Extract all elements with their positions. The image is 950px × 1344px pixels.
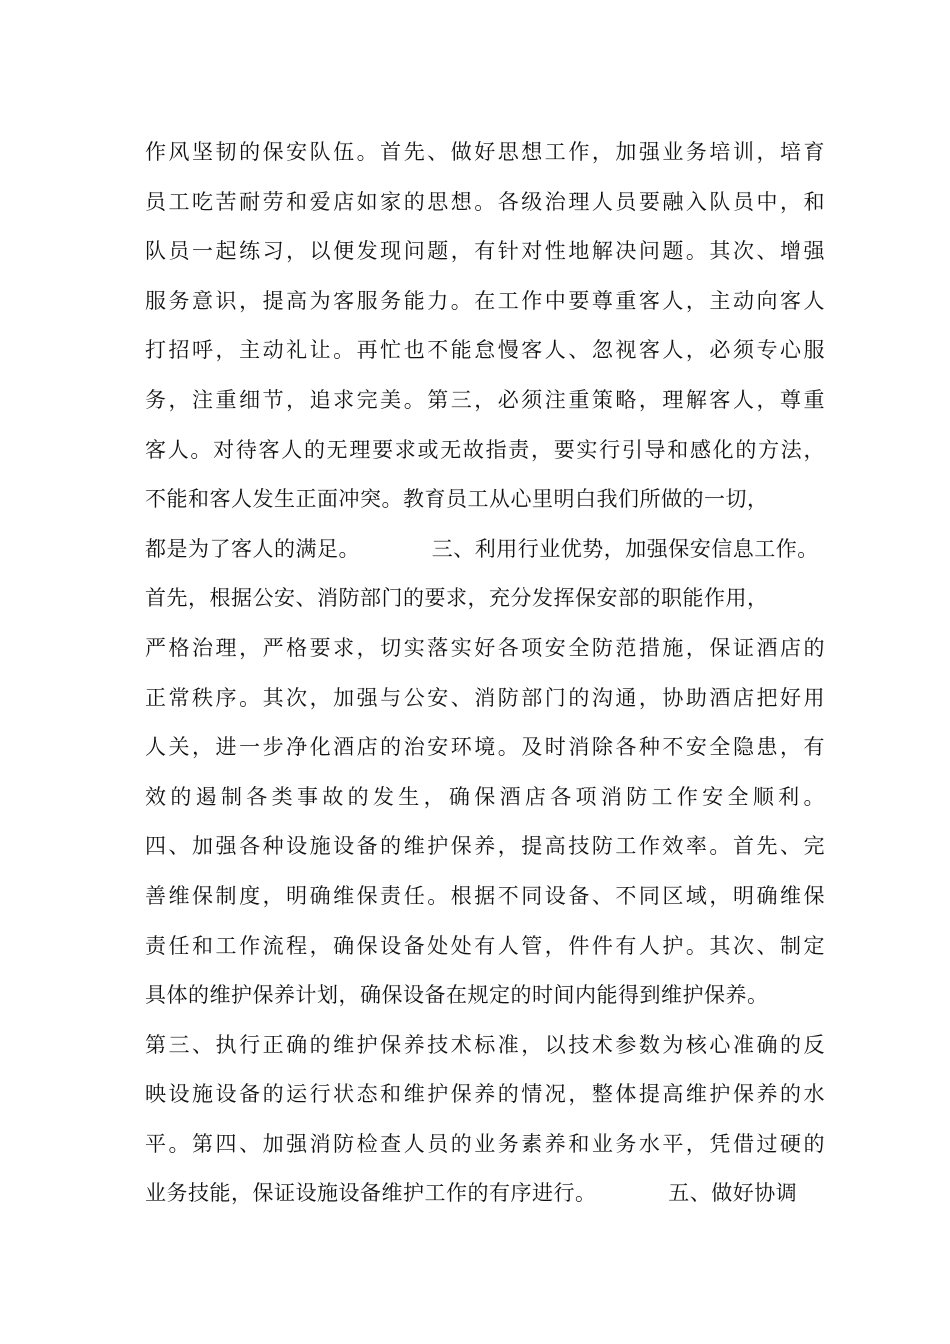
text-line-8: 不能和客人发生正面冲突。教育员工从心里明白我们所做的一切， [145,487,769,512]
text-line-16: 善维保制度，明确维保责任。根据不同设备、不同区域，明确维保 [145,883,825,908]
text-line-13: 人关，进一步净化酒店的治安环境。及时消除各种不安全隐患，有 [145,735,825,760]
text-line-20: 映设施设备的运行状态和维护保养的情况，整体提高维护保养的水 [145,1082,825,1107]
text-line-3: 队员一起练习，以便发现问题，有针对性地解决问题。其次、增强 [145,239,825,264]
text-line-2: 员工吃苦耐劳和爱店如家的思想。各级治理人员要融入队员中，和 [145,189,825,214]
body-text [145,128,825,1219]
text-line-7: 客人。对待客人的无理要求或无故指责，要实行引导和感化的方法， [145,437,825,462]
text-line-5: 打招呼，主动礼让。再忙也不能怠慢客人、忽视客人，必须专心服 [145,338,825,363]
text-line-10: 首先，根据公安、消防部门的要求，充分发挥保安部的职能作用， [145,586,769,611]
text-line-14: 效的遏制各类事故的发生，确保酒店各项消防工作安全顺利。 [145,784,825,809]
text-line-11: 严格治理，严格要求，切实落实好各项安全防范措施，保证酒店的 [145,635,825,660]
text-line-15: 四、加强各种设施设备的维护保养，提高技防工作效率。首先、完 [145,834,825,859]
text-line-4: 服务意识，提高为客服务能力。在工作中要尊重客人，主动向客人 [145,288,825,313]
text-line-6: 务，注重细节，追求完美。第三，必须注重策略，理解客人，尊重 [145,387,825,412]
text-line-12: 正常秩序。其次，加强与公安、消防部门的沟通，协助酒店把好用 [145,685,825,710]
text-line-22: 业务技能，保证设施设备维护工作的有序进行。 五、做好协调 [145,1181,798,1206]
text-line-18: 具体的维护保养计划，确保设备在规定的时间内能得到维护保养。 [145,983,769,1008]
text-line-19: 第三、执行正确的维护保养技术标准，以技术参数为核心准确的反 [145,1032,825,1057]
text-line-17: 责任和工作流程，确保设备处处有人管，件件有人护。其次、制定 [145,933,825,958]
text-line-21: 平。第四、加强消防检查人员的业务素养和业务水平，凭借过硬的 [145,1131,825,1156]
text-line-1: 作风坚韧的保安队伍。首先、做好思想工作，加强业务培训，培育 [145,140,825,164]
text-line-9: 都是为了客人的满足。 三、利用行业优势，加强保安信息工作。 [145,536,819,561]
